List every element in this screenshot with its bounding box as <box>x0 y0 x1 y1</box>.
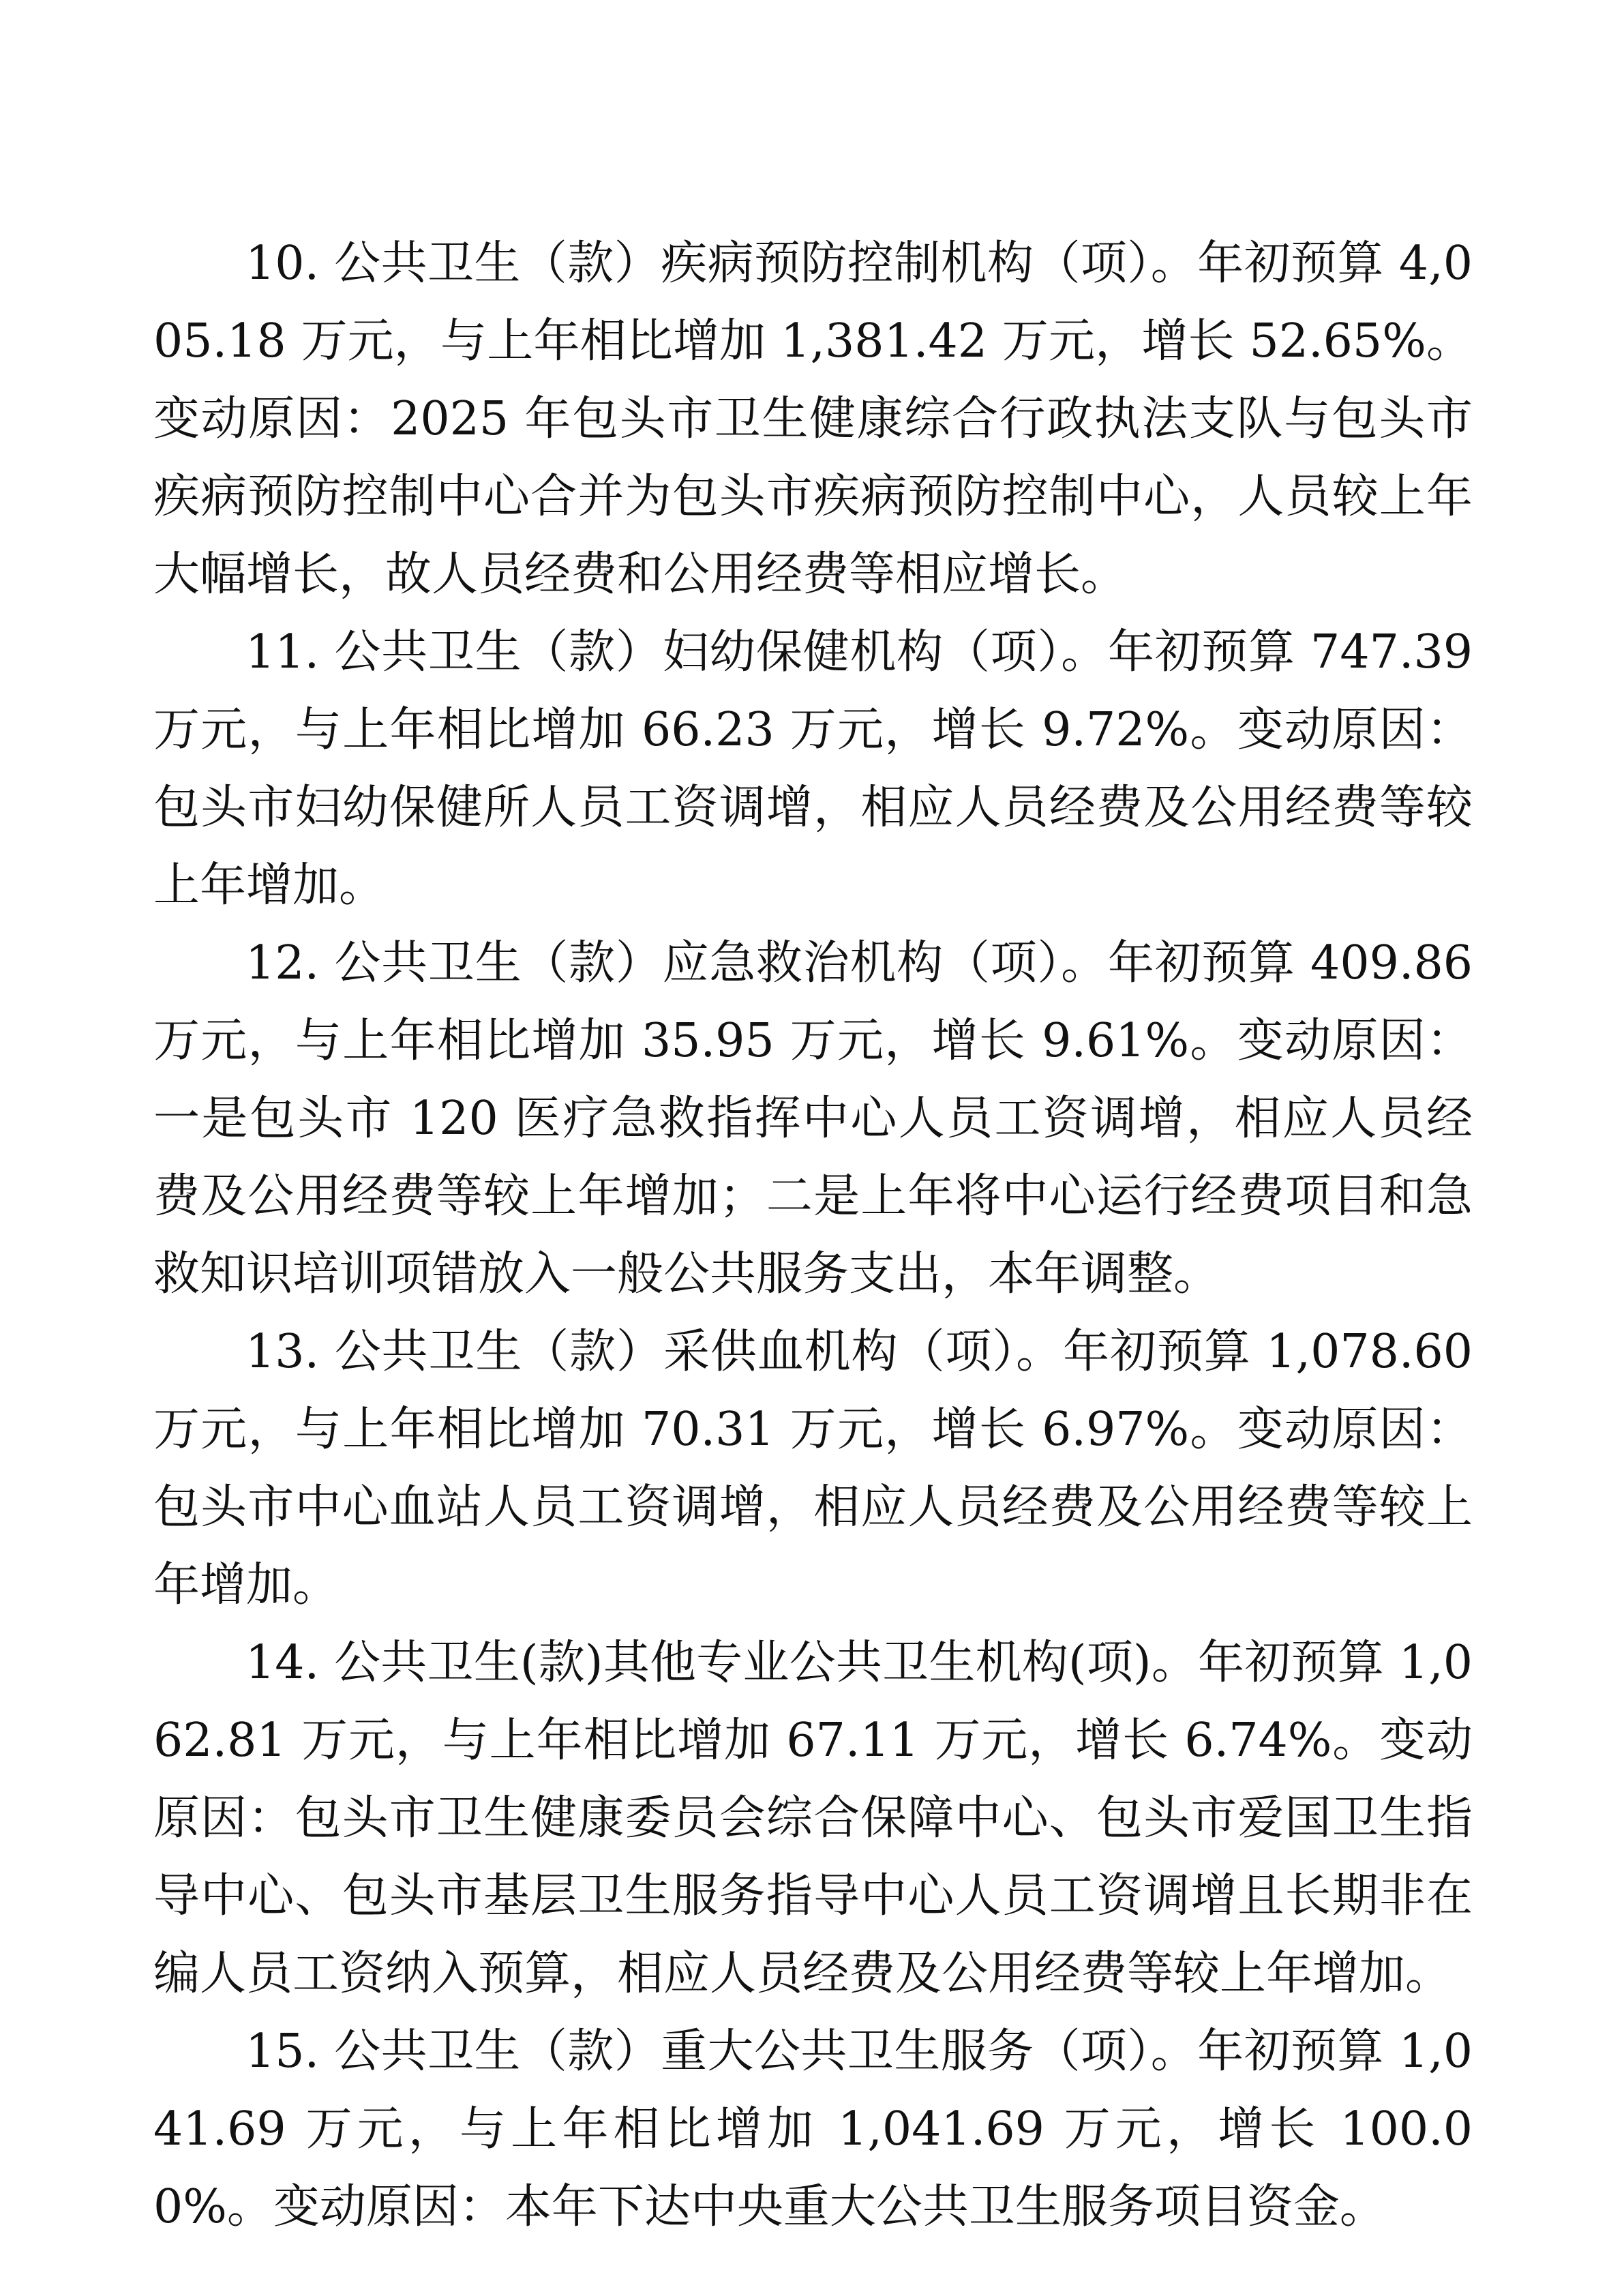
paragraph-item-10: 10. 公共卫生（款）疾病预防控制机构（项）。年初预算 4,005.18 万元，与上年相比增加 1,381.42 万元，增长 52.65%。变动原因：2025 年包头市卫生健康综合行政执法支队与包头市疾病预防控制中心合并为包头市疾病预防控制中心，人员较上年大幅增长，故人员经费和公用经费等相应增长。 <box>153 237 1473 601</box>
paragraph-item-15: 15. 公共卫生（款）重大公共卫生服务（项）。年初预算 1,041.69 万元，与上年相比增加 1,041.69 万元，增长 100.00%。变动原因：本年下达中央重大公共卫生服务项目资金。 <box>153 2025 1473 2234</box>
paragraph-item-12: 12. 公共卫生（款）应急救治机构（项）。年初预算 409.86 万元，与上年相比增加 35.95 万元，增长 9.61%。变动原因：一是包头市 120 医疗急救指挥中心人员工资调增，相应人员经费及公用经费等较上年增加；二是上年将中心运行经费项目和急救知识培训项错放入一般公共服务支出，本年调整。 <box>153 936 1473 1301</box>
paragraph-item-13: 13. 公共卫生（款）采供血机构（项）。年初预算 1,078.60 万元，与上年相比增加 70.31 万元，增长 6.97%。变动原因：包头市中心血站人员工资调增，相应人员经费及公用经费等较上年增加。 <box>153 1325 1473 1612</box>
paragraph-item-14: 14. 公共卫生(款)其他专业公共卫生机构(项)。年初预算 1,062.81 万元，与上年相比增加 67.11 万元，增长 6.74%。变动原因：包头市卫生健康委员会综合保障中心、包头市爱国卫生指导中心、包头市基层卫生服务指导中心人员工资调增且长期非在编人员工资纳入预算，相应人员经费及公用经费等较上年增加。 <box>153 1636 1473 2001</box>
document-body <box>153 225 1473 2246</box>
paragraph-item-11: 11. 公共卫生（款）妇幼保健机构（项）。年初预算 747.39 万元，与上年相比增加 66.23 万元，增长 9.72%。变动原因：包头市妇幼保健所人员工资调增，相应人员经费及公用经费等较上年增加。 <box>153 625 1473 912</box>
